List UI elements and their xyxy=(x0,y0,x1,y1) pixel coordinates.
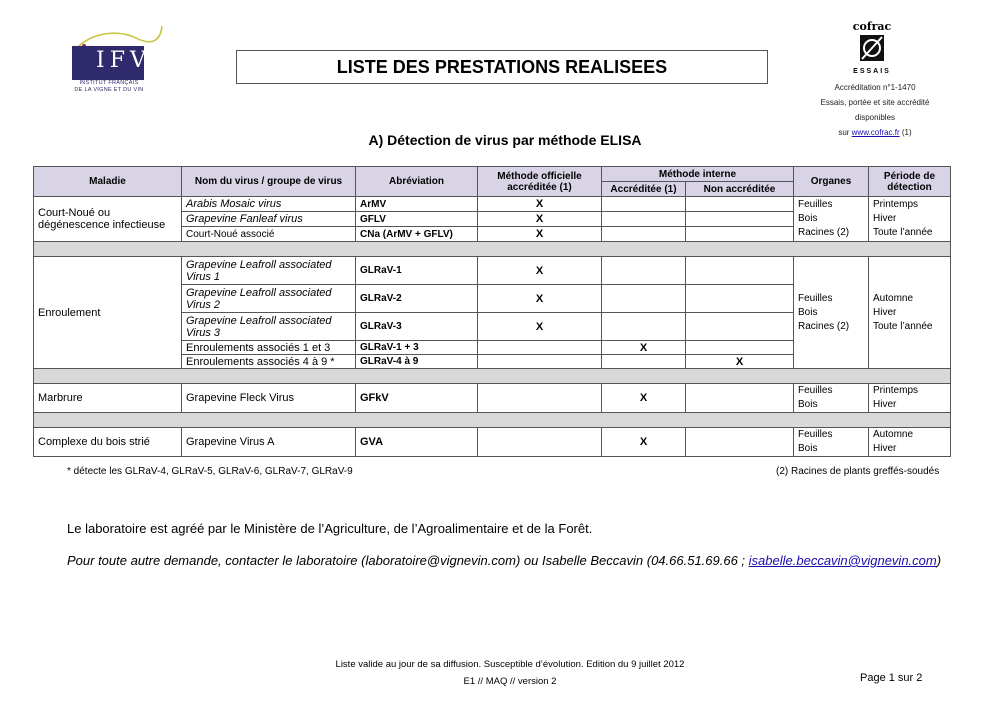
organ-item: Feuilles xyxy=(798,429,833,440)
virus-name-cell: Enroulements associés 4 à 9 * xyxy=(182,355,356,369)
official-method-cell: X xyxy=(478,285,602,313)
table-row xyxy=(34,257,951,285)
official-method-cell xyxy=(478,428,602,457)
col-periode: Période de détection xyxy=(869,167,951,197)
period-item: Hiver xyxy=(873,399,897,410)
virus-name-cell: Grapevine Leafroll associated Virus 2 xyxy=(182,285,356,313)
organ-item: Racines (2) xyxy=(798,227,850,238)
internal-accredited-cell xyxy=(602,355,686,369)
organ-item: Bois xyxy=(798,399,818,410)
virus-name-cell: Grapevine Fanleaf virus xyxy=(182,212,356,227)
period-item: Hiver xyxy=(873,213,897,224)
official-method-cell xyxy=(478,355,602,369)
abbreviation-cell: GLRaV-1 xyxy=(356,257,478,285)
internal-accredited-cell xyxy=(602,197,686,212)
period-item: Printemps xyxy=(873,199,919,210)
organ-item: Feuilles xyxy=(798,292,833,304)
organ-item: Bois xyxy=(798,443,818,454)
virus-name-cell: Grapevine Leafroll associated Virus 1 xyxy=(182,257,356,285)
cofrac-emblem-icon xyxy=(842,33,902,63)
logo-box xyxy=(72,46,151,80)
table-row xyxy=(34,197,951,212)
page-title: LISTE DES PRESTATIONS REALISEES xyxy=(236,50,768,84)
table-row xyxy=(34,384,951,413)
organ-item: Bois xyxy=(798,213,818,224)
internal-non-accredited-cell xyxy=(686,428,794,457)
maladie-cell: Marbrure xyxy=(34,384,182,413)
abbreviation-cell: GVA xyxy=(356,428,478,457)
services-table xyxy=(33,166,951,457)
official-method-cell: X xyxy=(478,212,602,227)
virus-name-cell: Arabis Mosaic virus xyxy=(182,197,356,212)
logo-subtitle xyxy=(66,80,152,94)
abbreviation-cell: GFkV xyxy=(356,384,478,413)
contact-text xyxy=(67,553,941,568)
logo-subtitle-line1: INSTITUT FRANÇAIS xyxy=(79,80,139,86)
official-method-cell: X xyxy=(478,197,602,212)
racines-note: (2) Racines de plants greffés-soudés xyxy=(776,466,940,477)
abbreviation-cell: ArMV xyxy=(356,197,478,212)
col-interne: Méthode interne xyxy=(602,167,794,182)
separator-row xyxy=(34,369,951,384)
contact-email-link[interactable]: isabelle.beccavin@vignevin.com xyxy=(748,553,937,568)
internal-non-accredited-cell: X xyxy=(686,355,794,369)
internal-accredited-cell: X xyxy=(602,341,686,355)
period-item: Toute l’année xyxy=(873,320,933,332)
table-header-row xyxy=(34,167,951,182)
internal-accredited-cell xyxy=(602,285,686,313)
accreditation-link-line xyxy=(800,125,950,140)
organ-item: Feuilles xyxy=(798,385,833,396)
footer-line: Liste valide au jour de sa diffusion. Susceptible d’évolution. Edition du 9 juillet 2012 xyxy=(335,659,685,670)
logo-subtitle-line2: DE LA VIGNE ET DU VIN xyxy=(74,87,144,93)
separator-cell xyxy=(34,369,951,384)
separator-cell xyxy=(34,413,951,428)
internal-non-accredited-cell xyxy=(686,285,794,313)
maladie-cell: Court-Noué ou dégénescence infectieuse xyxy=(34,197,182,242)
footer-version: E1 // MAQ // version 2 xyxy=(463,676,557,687)
col-maladie: Maladie xyxy=(34,167,182,197)
internal-accredited-cell xyxy=(602,313,686,341)
cofrac-logo xyxy=(842,20,902,75)
organ-item: Racines (2) xyxy=(798,320,850,332)
col-abrev: Abréviation xyxy=(356,167,478,197)
accreditation-line: Accréditation n°1-1470 xyxy=(834,83,916,92)
virus-name-cell: Grapevine Virus A xyxy=(182,428,356,457)
official-method-cell: X xyxy=(478,313,602,341)
internal-accredited-cell xyxy=(602,212,686,227)
official-method-cell xyxy=(478,341,602,355)
period-item: Toute l’année xyxy=(873,227,933,238)
abbreviation-cell: GLRaV-1 + 3 xyxy=(356,341,478,355)
cofrac-essais: ESSAIS xyxy=(853,68,891,75)
col-organes: Organes xyxy=(794,167,869,197)
period-item: Hiver xyxy=(873,443,897,454)
internal-non-accredited-cell xyxy=(686,227,794,242)
agreement-text: Le laboratoire est agréé par le Ministère de l’Agriculture, de l’Agroalimentaire et de la Forêt. xyxy=(67,521,593,536)
internal-non-accredited-cell xyxy=(686,341,794,355)
internal-accredited-cell: X xyxy=(602,428,686,457)
organes-cell xyxy=(794,384,869,413)
abbreviation-cell: GLRaV-2 xyxy=(356,285,478,313)
page-number: Page 1 sur 2 xyxy=(860,672,923,684)
internal-non-accredited-cell xyxy=(686,384,794,413)
separator-cell xyxy=(34,242,951,257)
internal-accredited-cell xyxy=(602,257,686,285)
accreditation-line: disponibles xyxy=(854,113,896,122)
ifv-logo xyxy=(66,24,166,94)
logo-text: IFV xyxy=(96,48,151,73)
footer xyxy=(290,656,730,690)
official-method-cell xyxy=(478,384,602,413)
virus-name-cell: Grapevine Fleck Virus xyxy=(182,384,356,413)
internal-non-accredited-cell xyxy=(686,212,794,227)
internal-non-accredited-cell xyxy=(686,197,794,212)
separator-row xyxy=(34,413,951,428)
periode-cell xyxy=(869,257,951,369)
abbreviation-cell: GFLV xyxy=(356,212,478,227)
col-officielle: Méthode officielle accréditée (1) xyxy=(478,167,602,197)
maladie-cell: Complexe du bois strié xyxy=(34,428,182,457)
organ-item: Feuilles xyxy=(798,199,833,210)
organes-cell xyxy=(794,428,869,457)
internal-non-accredited-cell xyxy=(686,257,794,285)
abbreviation-cell: CNa (ArMV + GFLV) xyxy=(356,227,478,242)
organes-cell xyxy=(794,257,869,369)
contact-suffix: ) xyxy=(936,553,942,568)
period-item: Hiver xyxy=(873,306,897,318)
organes-cell xyxy=(794,197,869,242)
cofrac-link[interactable]: www.cofrac.fr xyxy=(851,128,900,137)
periode-cell xyxy=(869,428,951,457)
col-non-accreditee: Non accréditée xyxy=(686,182,794,197)
contact-prefix: Pour toute autre demande, contacter le laboratoire (laboratoire@vignevin.com) ou Isabelle Beccavin (04.66.51.69.66 ; xyxy=(67,553,749,568)
link-suffix: (1) xyxy=(899,128,912,137)
separator-row xyxy=(34,242,951,257)
maladie-cell: Enroulement xyxy=(34,257,182,369)
table-row xyxy=(34,428,951,457)
accreditation-line: Essais, portée et site accrédité xyxy=(820,98,930,107)
period-item: Automne xyxy=(873,292,914,304)
virus-name-cell: Enroulements associés 1 et 3 xyxy=(182,341,356,355)
accreditation-info xyxy=(800,80,950,140)
virus-name-cell: Court-Noué associé xyxy=(182,227,356,242)
period-item: Printemps xyxy=(873,385,919,396)
official-method-cell: X xyxy=(478,257,602,285)
periode-cell xyxy=(869,197,951,242)
official-method-cell: X xyxy=(478,227,602,242)
link-prefix: sur xyxy=(838,128,852,137)
period-item: Automne xyxy=(873,429,914,440)
col-accreditee: Accréditée (1) xyxy=(602,182,686,197)
section-title: A) Détection de virus par méthode ELISA xyxy=(368,132,642,148)
virus-name-cell: Grapevine Leafroll associated Virus 3 xyxy=(182,313,356,341)
internal-non-accredited-cell xyxy=(686,313,794,341)
cofrac-name: cofrac xyxy=(852,20,892,33)
abbreviation-cell: GLRaV-4 à 9 xyxy=(356,355,478,369)
asterisk-note: * détecte les GLRaV-4, GLRaV-5, GLRaV-6, GLRaV-7, GLRaV-9 xyxy=(67,466,353,477)
internal-accredited-cell: X xyxy=(602,384,686,413)
col-nom: Nom du virus / groupe de virus xyxy=(182,167,356,197)
internal-accredited-cell xyxy=(602,227,686,242)
periode-cell xyxy=(869,384,951,413)
abbreviation-cell: GLRaV-3 xyxy=(356,313,478,341)
organ-item: Bois xyxy=(798,306,818,318)
